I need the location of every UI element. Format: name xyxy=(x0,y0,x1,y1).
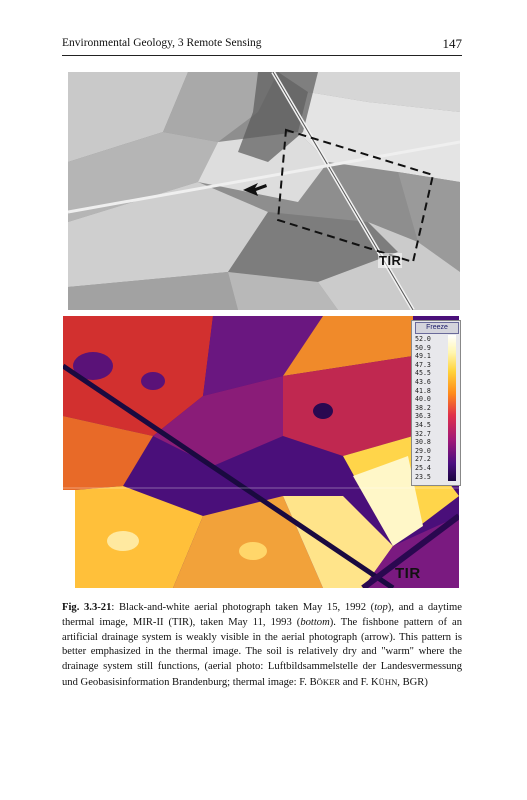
legend-value: 49.1 xyxy=(415,352,431,361)
legend-values xyxy=(415,335,447,481)
caption-text: , BGR) xyxy=(397,676,428,688)
legend-value: 30.8 xyxy=(415,438,431,447)
legend-value: 36.3 xyxy=(415,412,431,421)
freeze-button[interactable]: Freeze xyxy=(415,322,459,334)
author-initial: B xyxy=(309,676,317,688)
caption-text: ). The fishbone pattern of an artificial drainage system is weakly visible in the aerial photograph (arrow). This pattern is better emphasized in the thermal image. The soil is relatively dry and "warm" where the drainage system still functions, (aerial photo: Luftbildsammelstelle der Landesvermessung und Geobasisinformation Brandenburg; thermal image: F. xyxy=(62,616,462,688)
legend-value: 25.4 xyxy=(415,463,431,472)
author-name xyxy=(371,677,397,688)
figure-label: Fig. 3.3-21 xyxy=(62,602,112,613)
aerial-photograph-drawing xyxy=(68,72,460,310)
legend-value: 45.5 xyxy=(415,369,431,378)
header-rule xyxy=(62,55,462,56)
author-smallcaps: ÖKER xyxy=(316,676,341,687)
figure-caption xyxy=(62,601,462,691)
aerial-tir-label: TIR xyxy=(379,253,402,268)
page-number: 147 xyxy=(442,36,462,51)
caption-text: ), and a daytime thermal image, MIR-II (TIR), taken May 11, 1993 ( xyxy=(62,602,462,628)
caption-italic: bottom xyxy=(300,616,330,628)
legend-value: 32.7 xyxy=(415,429,431,438)
legend-value: 43.6 xyxy=(415,377,431,386)
legend-value: 52.0 xyxy=(415,335,431,343)
legend-value: 41.8 xyxy=(415,386,431,395)
legend-value: 27.2 xyxy=(415,455,431,464)
author-initial: K xyxy=(371,676,379,688)
legend-value: 34.5 xyxy=(415,420,431,429)
caption-text: : Black-and-white aerial photograph taken May 15, 1992 ( xyxy=(111,602,375,613)
legend-value: 50.9 xyxy=(415,343,431,352)
aerial-photograph xyxy=(68,72,460,310)
legend-value: 38.2 xyxy=(415,403,431,412)
author-smallcaps: ÜHN xyxy=(378,676,398,687)
caption-italic: top xyxy=(374,602,388,613)
author-name xyxy=(310,677,340,688)
thermal-image xyxy=(63,316,459,588)
temperature-legend xyxy=(411,320,461,486)
legend-value: 47.3 xyxy=(415,360,431,369)
running-title: Environmental Geology, 3 Remote Sensing xyxy=(62,37,262,49)
legend-value: 29.0 xyxy=(415,446,431,455)
running-header xyxy=(62,36,462,54)
thermal-image-drawing xyxy=(63,316,459,588)
caption-text: and F. xyxy=(340,676,371,688)
legend-color-bar xyxy=(448,335,456,481)
legend-value: 23.5 xyxy=(415,472,431,481)
thermal-tir-label: TIR xyxy=(395,565,421,582)
legend-value: 40.0 xyxy=(415,395,431,404)
